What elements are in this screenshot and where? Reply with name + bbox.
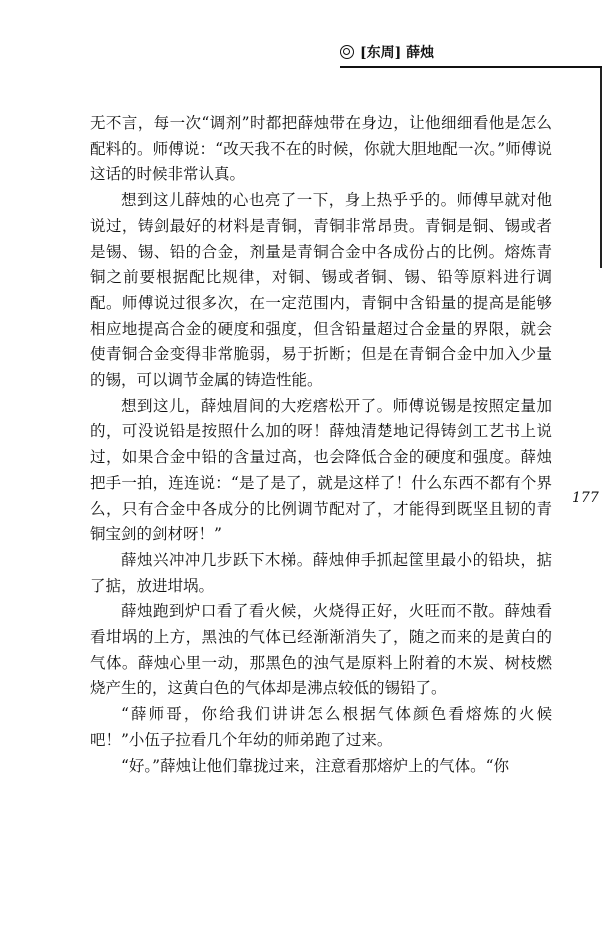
paragraph: 想到这儿，薛烛眉间的大疙瘩松开了。师傅说锡是按照定量加的，可没说铅是按照什么加的呀！薛烛清楚地记得铸剑工艺书上说过，如果合金中铅的含量过高，也会降低合金的硬度和强度。薛烛把手一拍，连连说：“是了是了，就是这样了！什么东西不都有个界么，只有合金中各成分的比例调节配对了，才能得到既坚且韧的青铜宝剑的剑材呀！” xyxy=(90,396,552,544)
paragraph: “好。”薛烛让他们靠拢过来，注意看那熔炉上的气体。“你 xyxy=(121,756,510,775)
paragraph: 想到这儿薛烛的心也亮了一下，身上热乎乎的。师傅早就对他说过，铸剑最好的材料是青铜，青铜非常昂贵。青铜是铜、锡或者是锡、锡、铅的合金，剂量是青铜合金中各成份占的比例。熔炼青铜之前要根据配比规律，对铜、锡或者铜、锡、铅等原料进行调配。师傅说过很多次，在一定范围内，青铜中含铅量的提高是能够相应地提高合金的硬度和强度，但含铅量超过合金量的界限，就会使青铜合金变得非常脆弱，易于折断；但是在青铜合金中加入少量的锡，可以调节金属的铸造性能。 xyxy=(90,191,552,390)
paragraph: 薛烛跑到炉口看了看火候，火烧得正好，火旺而不散。薛烛看看坩埚的上方，黑浊的气体已经渐渐消失了，随之而来的是黄白的气体。薛烛心里一动，那黑色的浊气是原料上附着的木炭、树枝燃烧产生的，这黄白色的气体却是沸点较低的锡铅了。 xyxy=(90,602,552,698)
double-circle-icon xyxy=(340,45,354,59)
body-text xyxy=(90,111,552,779)
margin-rule xyxy=(600,68,602,268)
header-title: [东周] 薛烛 xyxy=(360,45,435,61)
paragraph: “薛师哥，你给我们讲讲怎么根据气体颜色看熔炼的火候吧！”小伍子拉看几个年幼的师弟跑了过来。 xyxy=(90,705,552,749)
header-rule xyxy=(340,66,602,68)
page-number: 177 xyxy=(572,490,599,506)
running-header xyxy=(340,40,550,64)
paragraph: 薛烛兴冲冲几步跃下木梯。薛烛伸手抓起筐里最小的铅块，掂了掂，放进坩埚。 xyxy=(90,550,552,595)
paragraph: 无不言，每一次“调剂”时都把薛烛带在身边，让他细细看他是怎么配料的。师傅说：“改天我不在的时候，你就大胆地配一次。”师傅说这话的时候非常认真。 xyxy=(90,114,552,184)
